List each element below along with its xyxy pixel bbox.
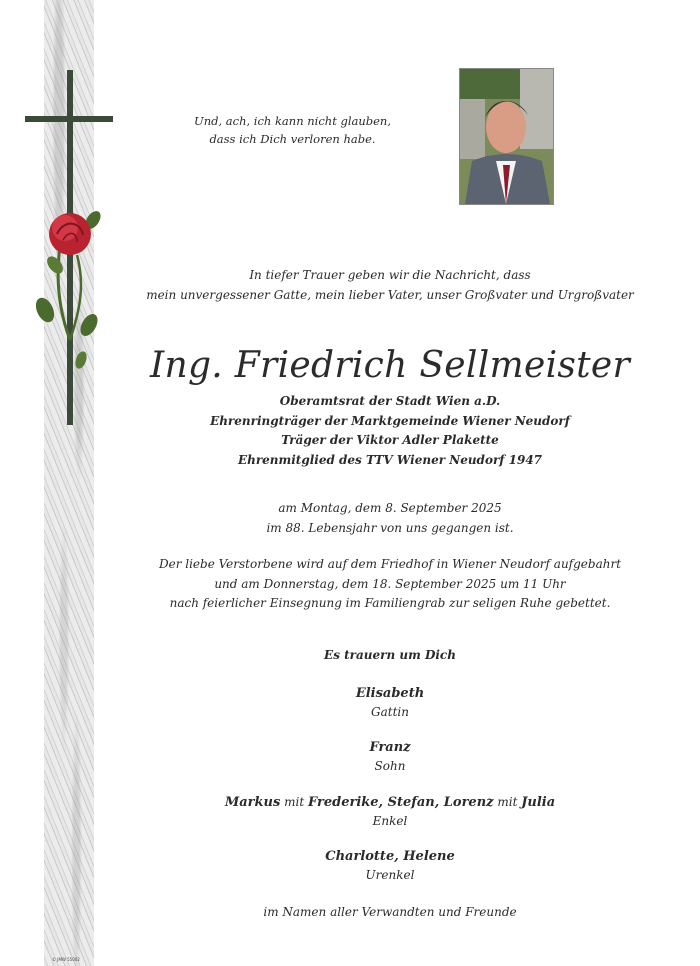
intro-line: In tiefer Trauer geben wir die Nachricht, dass <box>249 268 531 282</box>
mourner-name: Elisabeth <box>355 686 425 701</box>
mourner-name: Franz <box>369 740 411 755</box>
quote <box>180 112 405 148</box>
funeral-line: und am Donnerstag, dem 18. September 2025 um 11 Uhr <box>214 576 566 591</box>
connector-text: mit <box>497 795 518 809</box>
title-line: Ehrenmitglied des TTV Wiener Neudorf 1947 <box>237 452 543 467</box>
intro-line: mein unvergessener Gatte, mein lieber Vater, unser Großvater und Urgroßvater <box>146 287 634 302</box>
mourners-heading: Es trauern um Dich <box>324 648 456 662</box>
mourner-entry <box>110 793 670 831</box>
mourner-role: Urenkel <box>365 868 415 882</box>
mourner-entry <box>110 684 670 722</box>
quote-line: Und, ach, ich kann nicht glauben, <box>194 114 391 128</box>
quote-line: dass ich Dich verloren habe. <box>209 132 376 146</box>
cross-with-rose-icon <box>25 70 115 430</box>
title-line: Oberamtsrat der Stadt Wien a.D. <box>279 394 501 408</box>
mourner-entry <box>110 847 670 885</box>
funeral-details <box>110 555 670 614</box>
mourner-name: Frederike, Stefan, Lorenz <box>307 795 494 810</box>
connector-text: mit <box>284 795 305 809</box>
mourner-role: Enkel <box>372 814 408 828</box>
copyright-stamp: © JMW 55002 <box>52 957 80 962</box>
mourner-entry <box>110 738 670 776</box>
death-line: am Montag, dem 8. September 2025 <box>278 501 502 515</box>
funeral-line: Der liebe Verstorbene wird auf dem Friedhof in Wiener Neudorf aufgebahrt <box>158 557 622 571</box>
mourner-name: Charlotte, Helene <box>325 849 455 864</box>
portrait-photo <box>459 68 554 205</box>
death-line: im 88. Lebensjahr von uns gegangen ist. <box>266 520 514 535</box>
mourner-role: Gattin <box>371 705 409 719</box>
announcement-intro <box>110 266 670 305</box>
mourner-role: Sohn <box>374 759 406 773</box>
mourner-name: Markus <box>224 795 281 810</box>
honorary-titles <box>110 392 670 470</box>
deceased-name: Ing. Friedrich Sellmeister <box>149 345 631 386</box>
title-line: Träger der Viktor Adler Plakette <box>281 433 499 447</box>
closing-line: im Namen aller Verwandten und Freunde <box>263 905 517 919</box>
mourner-name: Julia <box>521 795 556 810</box>
funeral-line: nach feierlicher Einsegnung im Familiengrab zur seligen Ruhe gebettet. <box>169 596 611 610</box>
death-notice <box>110 499 670 538</box>
title-line: Ehrenringträger der Marktgemeinde Wiener Neudorf <box>210 413 570 428</box>
